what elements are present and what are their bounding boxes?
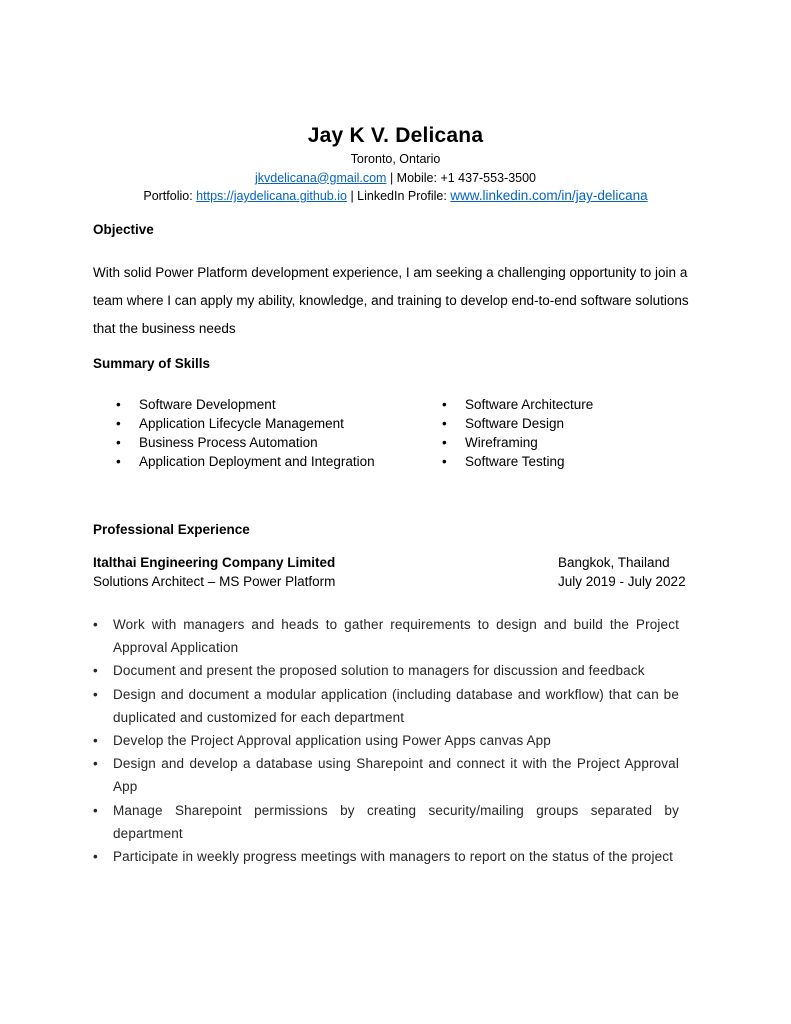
- bullet-icon: •: [116, 397, 121, 412]
- bullet-icon: •: [93, 733, 98, 749]
- company-name: Italthai Engineering Company Limited: [93, 555, 336, 570]
- bullet-icon: •: [93, 849, 98, 865]
- company-location: Bangkok, Thailand: [558, 555, 670, 570]
- objective-text: With solid Power Platform development experience, I am seeking a challenging opportunity to join a team where I can apply my ability, knowledge, and training to develop end-to-end software solutions that the business needs: [93, 265, 689, 336]
- role-row: [93, 572, 693, 591]
- skills-list-right: [442, 395, 682, 471]
- portfolio-link[interactable]: https://jaydelicana.github.io: [196, 189, 347, 203]
- contact-line: [0, 169, 791, 188]
- portfolio-label: Portfolio:: [143, 189, 197, 203]
- candidate-name: Jay K V. Delicana: [307, 124, 484, 147]
- duty-item: • Design and develop a database using Sharepoint and connect it with the Project Approval App: [93, 752, 679, 798]
- duty-item: • Manage Sharepoint permissions by creating security/mailing groups separated by department: [93, 799, 679, 845]
- bullet-icon: •: [93, 617, 98, 632]
- skills-list-left: [116, 395, 376, 471]
- bullet-icon: •: [93, 686, 98, 702]
- company-row: [93, 553, 693, 572]
- bullet-icon: •: [442, 397, 447, 412]
- mobile-number: +1 437-553-3500: [440, 170, 537, 185]
- duty-item: • Work with managers and heads to gather requirements to design and build the Project Approval Application: [93, 613, 679, 659]
- skill-item: • Software Testing: [442, 454, 565, 469]
- bullet-icon: •: [116, 454, 121, 469]
- experience-heading: Professional Experience: [93, 522, 250, 537]
- skill-item: • Business Process Automation: [116, 435, 318, 450]
- skill-item: • Application Lifecycle Management: [116, 416, 344, 431]
- job-dates: July 2019 - July 2022: [558, 574, 686, 589]
- bullet-icon: •: [93, 802, 98, 818]
- bullet-icon: •: [116, 435, 121, 450]
- objective-heading: Objective: [93, 222, 154, 237]
- skill-item: • Wireframing: [442, 435, 538, 450]
- skill-item: • Application Deployment and Integration: [116, 454, 375, 469]
- bullet-icon: •: [442, 454, 447, 469]
- resume-header: [0, 122, 791, 206]
- duty-item: • Document and present the proposed solution to managers for discussion and feedback: [93, 659, 679, 682]
- duty-item: • Design and document a modular application (including database and workflow) that can be duplicated and customized for each department: [93, 683, 679, 729]
- bullet-icon: •: [442, 435, 447, 450]
- linkedin-link[interactable]: www.linkedin.com/in/jay-delicana: [450, 188, 648, 203]
- duty-item: • Participate in weekly progress meetings with managers to report on the status of the project: [93, 845, 679, 868]
- bullet-icon: •: [442, 416, 447, 431]
- skills-heading: Summary of Skills: [93, 356, 211, 371]
- duties-list: [93, 613, 679, 868]
- links-line: [0, 187, 791, 206]
- mobile-label: | Mobile:: [386, 170, 441, 185]
- skill-item: • Software Development: [116, 397, 276, 412]
- skill-item: • Software Design: [442, 416, 565, 431]
- bullet-icon: •: [93, 756, 98, 772]
- duty-item: • Develop the Project Approval application using Power Apps canvas App: [93, 729, 679, 752]
- location: Toronto, Ontario: [350, 152, 441, 166]
- email-link[interactable]: jkvdelicana@gmail.com: [254, 170, 387, 185]
- bullet-icon: •: [116, 416, 121, 431]
- job-title: Solutions Architect – MS Power Platform: [93, 574, 336, 589]
- bullet-icon: •: [93, 663, 98, 679]
- linkedin-label: | LinkedIn Profile:: [346, 189, 451, 203]
- skill-item: • Software Architecture: [442, 397, 594, 412]
